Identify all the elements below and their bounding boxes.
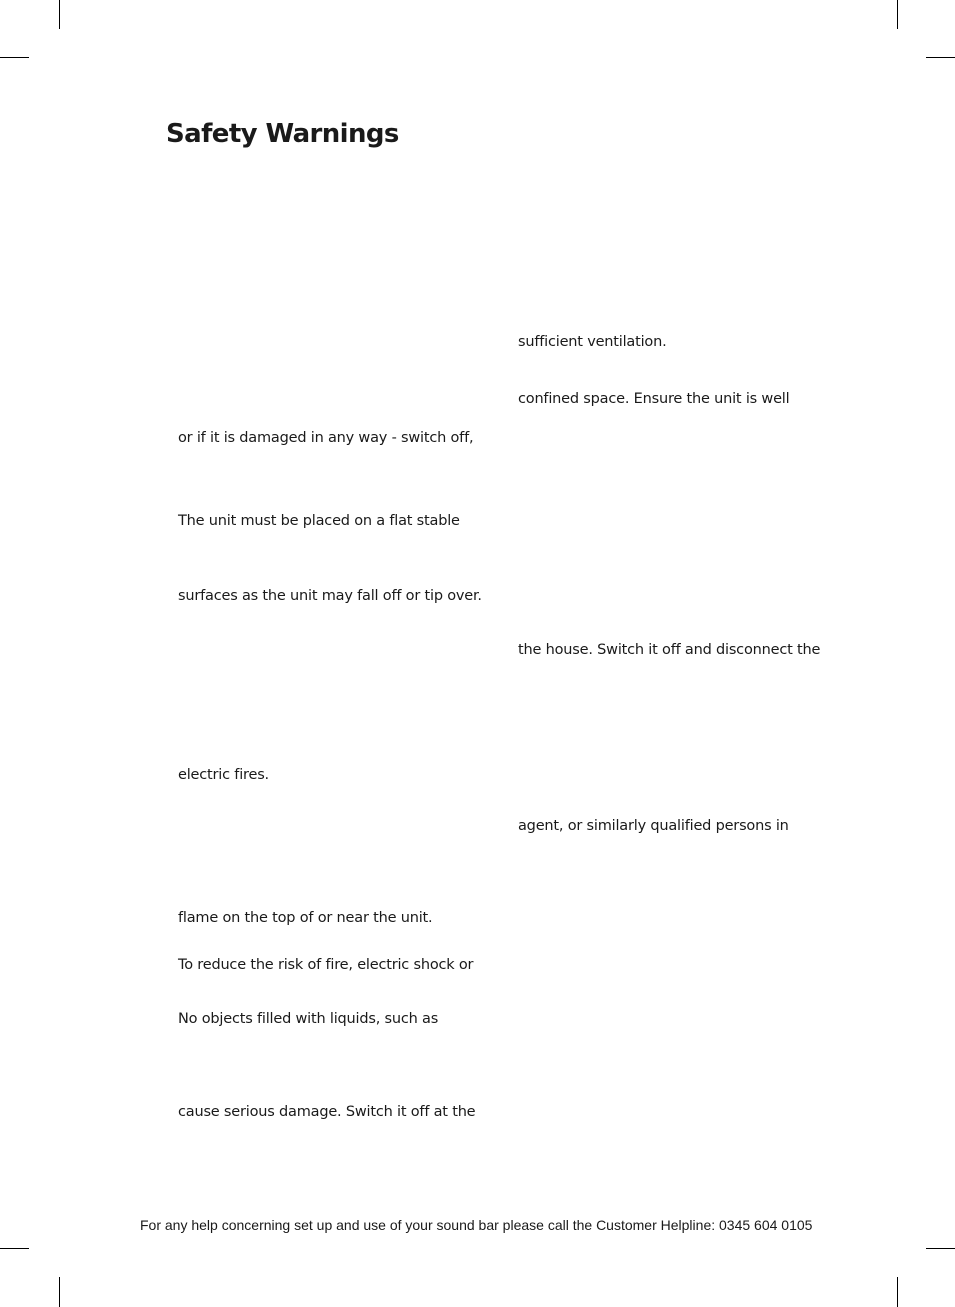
crop-mark-bottom-right	[897, 1277, 898, 1307]
left-text-line: electric fires.	[178, 767, 269, 783]
right-text-line: confined space. Ensure the unit is well	[518, 391, 790, 407]
left-text-line: To reduce the risk of fire, electric shock or	[178, 957, 474, 973]
right-text-line: sufficient ventilation.	[518, 334, 667, 350]
crop-mark-bottom-left	[0, 1248, 29, 1249]
left-text-line: flame on the top of or near the unit.	[178, 910, 433, 926]
crop-mark-top-left	[0, 57, 29, 58]
right-text-line: the house. Switch it off and disconnect the	[518, 642, 821, 658]
crop-mark-bottom-right	[926, 1248, 955, 1249]
crop-mark-bottom-left	[59, 1277, 60, 1307]
left-text-line: The unit must be placed on a flat stable	[178, 513, 460, 529]
crop-mark-top-right	[897, 0, 898, 29]
left-text-line: No objects filled with liquids, such as	[178, 1011, 439, 1027]
crop-mark-top-right	[926, 57, 955, 58]
left-text-line: or if it is damaged in any way - switch off,	[178, 430, 474, 446]
left-text-line: cause serious damage. Switch it off at the	[178, 1104, 476, 1120]
page-title: Safety Warnings	[166, 119, 399, 149]
left-text-line: surfaces as the unit may fall off or tip over.	[178, 588, 482, 604]
footer-helpline: For any help concerning set up and use of your sound bar please call the Customer Helpline: 0345 604 0105	[140, 1217, 813, 1233]
crop-mark-top-left	[59, 0, 60, 29]
right-text-line: agent, or similarly qualified persons in	[518, 818, 789, 834]
